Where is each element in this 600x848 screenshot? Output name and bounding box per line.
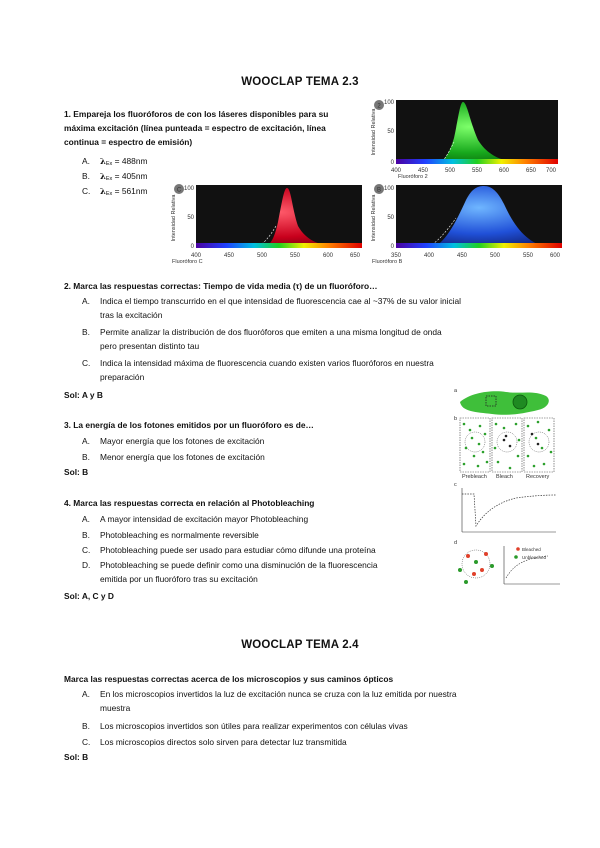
spectrum-chart-blue [370, 182, 566, 264]
option-letter: A. [82, 436, 90, 446]
option-letter: D. [82, 560, 91, 570]
question-1-line3: continua = espectro de emisión) [64, 137, 193, 147]
xtick: 400 [423, 253, 435, 259]
q4-option-d [82, 558, 442, 586]
q2-option-a [82, 294, 542, 322]
xtick: 650 [349, 253, 360, 259]
option-letter: A. [82, 689, 90, 699]
photobleaching-figure [452, 386, 562, 592]
ytick: 50 [187, 215, 194, 221]
panel-letter-a: a [454, 388, 458, 394]
y-axis-label: Intensidad Relativa [371, 194, 377, 242]
xtick: 450 [417, 168, 429, 174]
stage-recovery: Recovery [526, 474, 550, 480]
option-letter: B. [82, 530, 90, 540]
option-letter: B. [82, 452, 90, 462]
solution-5: Sol: B [64, 752, 89, 762]
question-1-line1: 1. Empareja los fluoróforos de con los láseres disponibles para su [64, 109, 329, 119]
x-axis-label: Fluoróforo B [372, 259, 403, 264]
option-letter: C. [82, 545, 91, 555]
option-letter: B. [82, 327, 90, 337]
option-text: $\lambda_{Ex} = 405nm$ [100, 171, 148, 182]
option-letter: A. [82, 156, 90, 166]
q5-option-c [82, 735, 552, 749]
xtick: 500 [489, 253, 501, 259]
section-title-2-4: WOOCLAP TEMA 2.4 [241, 639, 359, 651]
x-axis-label: Fluoróforo C [172, 259, 203, 264]
option-text: En los microscopios invertidos la luz de excitación nunca se cruza con la luz emitida por nuestra muestra [100, 689, 457, 713]
solution-3: Sol: B [64, 467, 89, 477]
y-axis-label: Intensidad Relativa [171, 194, 177, 242]
option-text: A mayor intensidad de excitación mayor Photobleaching [100, 514, 309, 524]
spectrum-chart-red [170, 182, 366, 264]
q5-option-a [82, 687, 552, 715]
chart-badge: B [376, 187, 382, 194]
q3-option-b [82, 450, 422, 464]
q1-option-a [82, 154, 202, 168]
stage-bleach: Bleach [496, 474, 513, 480]
q2-option-b [82, 325, 542, 353]
xtick: 550 [471, 168, 483, 174]
solution-4: Sol: A, C y D [64, 591, 114, 601]
xtick: 450 [456, 253, 468, 259]
question-1-line2: máxima excitación (línea punteada = espectro de excitación, línea [64, 123, 326, 133]
option-letter: C. [82, 358, 91, 368]
ytick: 50 [387, 129, 394, 135]
xtick: 350 [390, 253, 402, 259]
option-text: Indica el tiempo transcurrido en el que intensidad de fluorescencia cae al ~37% de su valor inicial tras la excitación [100, 296, 462, 320]
question-3: 3. La energía de los fotones emitidos por un fluoróforo es de… [64, 420, 314, 430]
xtick: 600 [498, 168, 510, 174]
panel-letter-d: d [454, 540, 458, 546]
option-text: $\lambda_{Ex} = 561nm$ [100, 186, 148, 197]
ytick: 0 [390, 160, 394, 166]
xtick: 700 [545, 168, 556, 174]
ytick: 50 [387, 215, 394, 221]
y-axis-label: Intensidad Relativa [371, 108, 377, 156]
question-1 [64, 107, 374, 149]
option-letter: B. [82, 171, 90, 181]
option-letter: B. [82, 721, 90, 731]
stage-prebleach: Prebleach [462, 474, 487, 480]
xtick: 550 [522, 253, 534, 259]
solution-2: Sol: A y B [64, 390, 103, 400]
q5-option-b [82, 719, 552, 733]
section-title-2-3: WOOCLAP TEMA 2.3 [241, 76, 359, 88]
option-text: Los microscopios directos solo sirven para detectar luz transmitida [100, 737, 347, 747]
q2-option-c [82, 356, 542, 384]
option-text: Indica la intensidad máxima de fluorescencia cuando existen varios fluoróforos en nuestra preparación [100, 358, 434, 382]
q4-option-a [82, 512, 442, 526]
q3-option-a [82, 434, 422, 448]
xtick: 500 [256, 253, 268, 259]
q4-option-c [82, 543, 442, 557]
xtick: 600 [322, 253, 334, 259]
cell-shape [460, 391, 549, 414]
legend-unbleached: Unbleached [522, 555, 547, 560]
ytick: 100 [383, 100, 394, 106]
option-text: $\lambda_{Ex} = 488nm$ [100, 156, 148, 167]
option-text: Menor energía que los fotones de excitación [100, 452, 265, 462]
panel-letter-c: c [454, 482, 457, 488]
xtick: 650 [525, 168, 537, 174]
xtick: 450 [223, 253, 235, 259]
chart-badge: C [176, 187, 182, 194]
xtick: 600 [549, 253, 560, 259]
option-letter: C. [82, 737, 91, 747]
xtick: 500 [444, 168, 456, 174]
q1-option-b [82, 169, 202, 183]
option-text: Permite analizar la distribución de dos fluoróforos que emiten a una misma longitud de onda pero presentan distinto tau [100, 327, 442, 351]
xtick: 400 [390, 168, 402, 174]
option-text: Los microscopios invertidos son útiles para realizar experimentos con células vivas [100, 721, 408, 731]
xtick: 400 [190, 253, 202, 259]
ytick: 0 [190, 244, 194, 250]
option-letter: A. [82, 296, 90, 306]
q4-option-b [82, 528, 442, 542]
option-text: Photobleaching se puede definir como una disminución de la fluorescencia emitida por un fluoróforo tras su excitación [100, 560, 378, 584]
option-text: Photobleaching puede ser usado para estudiar cómo difunde una proteína [100, 545, 376, 555]
legend-bleached: Bleached [522, 547, 541, 552]
option-letter: C. [82, 186, 91, 196]
option-text: Photobleaching es normalmente reversible [100, 530, 259, 540]
x-axis-label: Fluoróforo 2 [398, 174, 428, 178]
question-microscopes: Marca las respuestas correctas acerca de los microscopios y sus caminos ópticos [64, 674, 394, 684]
chart-badge: 2 [377, 103, 381, 110]
option-letter: A. [82, 514, 90, 524]
question-2: 2. Marca las respuestas correctas: Tiempo de vida media (τ) de un fluoróforo… [64, 281, 378, 291]
ytick: 0 [390, 244, 394, 250]
option-text: Mayor energía que los fotones de excitación [100, 436, 265, 446]
panel-letter-b: b [454, 416, 458, 422]
question-4: 4. Marca las respuestas correcta en relación al Photobleaching [64, 498, 315, 508]
spectrum-chart-green [370, 98, 560, 178]
xtick: 550 [289, 253, 301, 259]
ytick: 100 [383, 186, 394, 192]
ytick: 100 [183, 186, 194, 192]
